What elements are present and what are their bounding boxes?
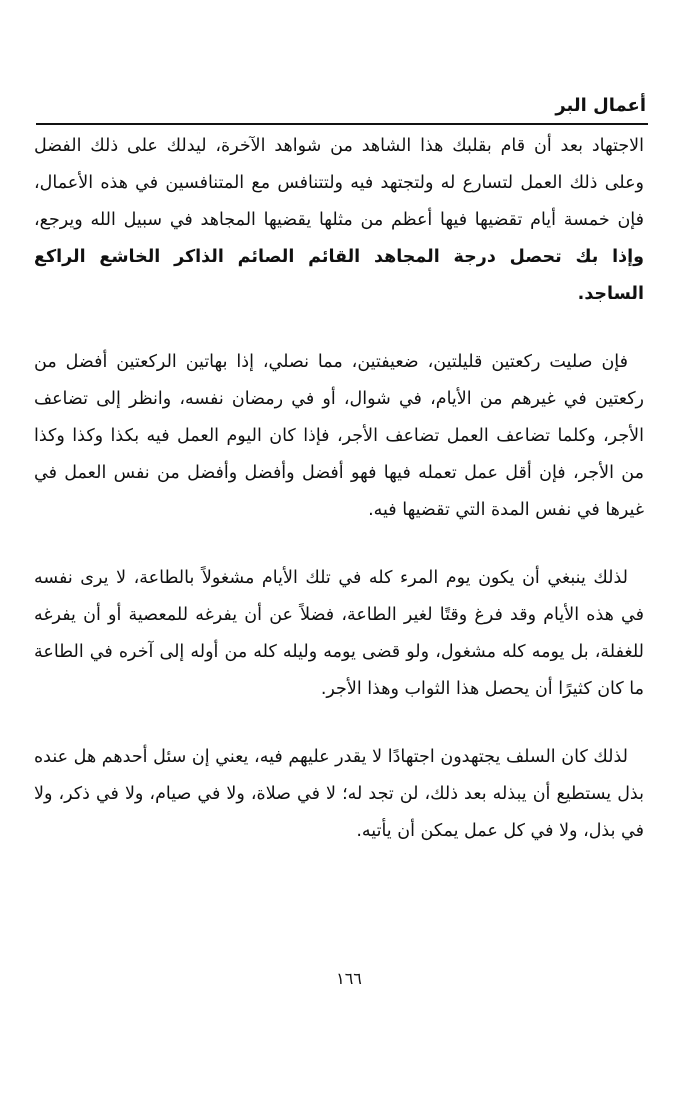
paragraph-1 [34, 128, 644, 313]
paragraph-4-text: لذلك كان السلف يجتهدون اجتهادًا لا يقدر عليهم فيه، يعني إن سئل أحدهم هل عنده بذل يستطيع أن يبذله بعد ذلك، لن تجد له؛ لا في صلاة، ولا في صيام، ولا في ذكر، ولا في بذل، ولا في كل عمل يمكن أن يأتيه. [34, 747, 644, 841]
paragraph-1-text: الاجتهاد بعد أن قام بقلبك هذا الشاهد من شواهد الآخرة، ليدلك على ذلك الفضل وعلى ذلك العمل لتسارع له ولتجتهد فيه ولتتنافس مع المتنافسين في هذه الأعمال، فإن خمسة أيام تقضيها فيها أعظم من مثلها يقضيها المجاهد في سبيل الله ويرجع، [34, 136, 644, 230]
paragraph-2 [34, 344, 644, 529]
paragraph-2-text: فإن صليت ركعتين قليلتين، ضعيفتين، مما نصلي، إذا بهاتين الركعتين أفضل من ركعتين في غيرهم من الأيام، في شوال، أو في رمضان نفسه، وانظر إلى تضاعف الأجر، وكلما تضاعف العمل تضاعف الأجر، فإذا كان اليوم العمل فيه بكذا وكذا وكذا من الأجر، فإن أقل عمل تعمله فيها فهو أفضل وأفضل وأفضل من نفس العمل في غيرها في نفس المدة التي تقضيها فيه. [34, 352, 644, 520]
paragraph-1-bold-text: وإذا بك تحصل درجة المجاهد القائم الصائم الذاكر الخاشع الراكع الساجد. [34, 247, 644, 304]
page-number: ١٦٦ [336, 969, 362, 988]
header-rule [36, 123, 648, 125]
running-header-title: أعمال البر [555, 95, 646, 116]
page-body [34, 128, 644, 850]
paragraph-3-text: لذلك ينبغي أن يكون يوم المرء كله في تلك الأيام مشغولاً بالطاعة، لا يرى نفسه في هذه الأيام وقد فرغ وقتًا لغير الطاعة، فضلاً عن أن يفرغه للمعصية أو أن يفرغه للغفلة، بل يومه كله مشغول، ولو قضى يومه وليله كله من أوله إلى آخره في الطاعة ما كان كثيرًا أن يحصل هذا الثواب وهذا الأجر. [34, 568, 644, 699]
paragraph-3 [34, 560, 644, 708]
paragraph-4 [34, 739, 644, 850]
